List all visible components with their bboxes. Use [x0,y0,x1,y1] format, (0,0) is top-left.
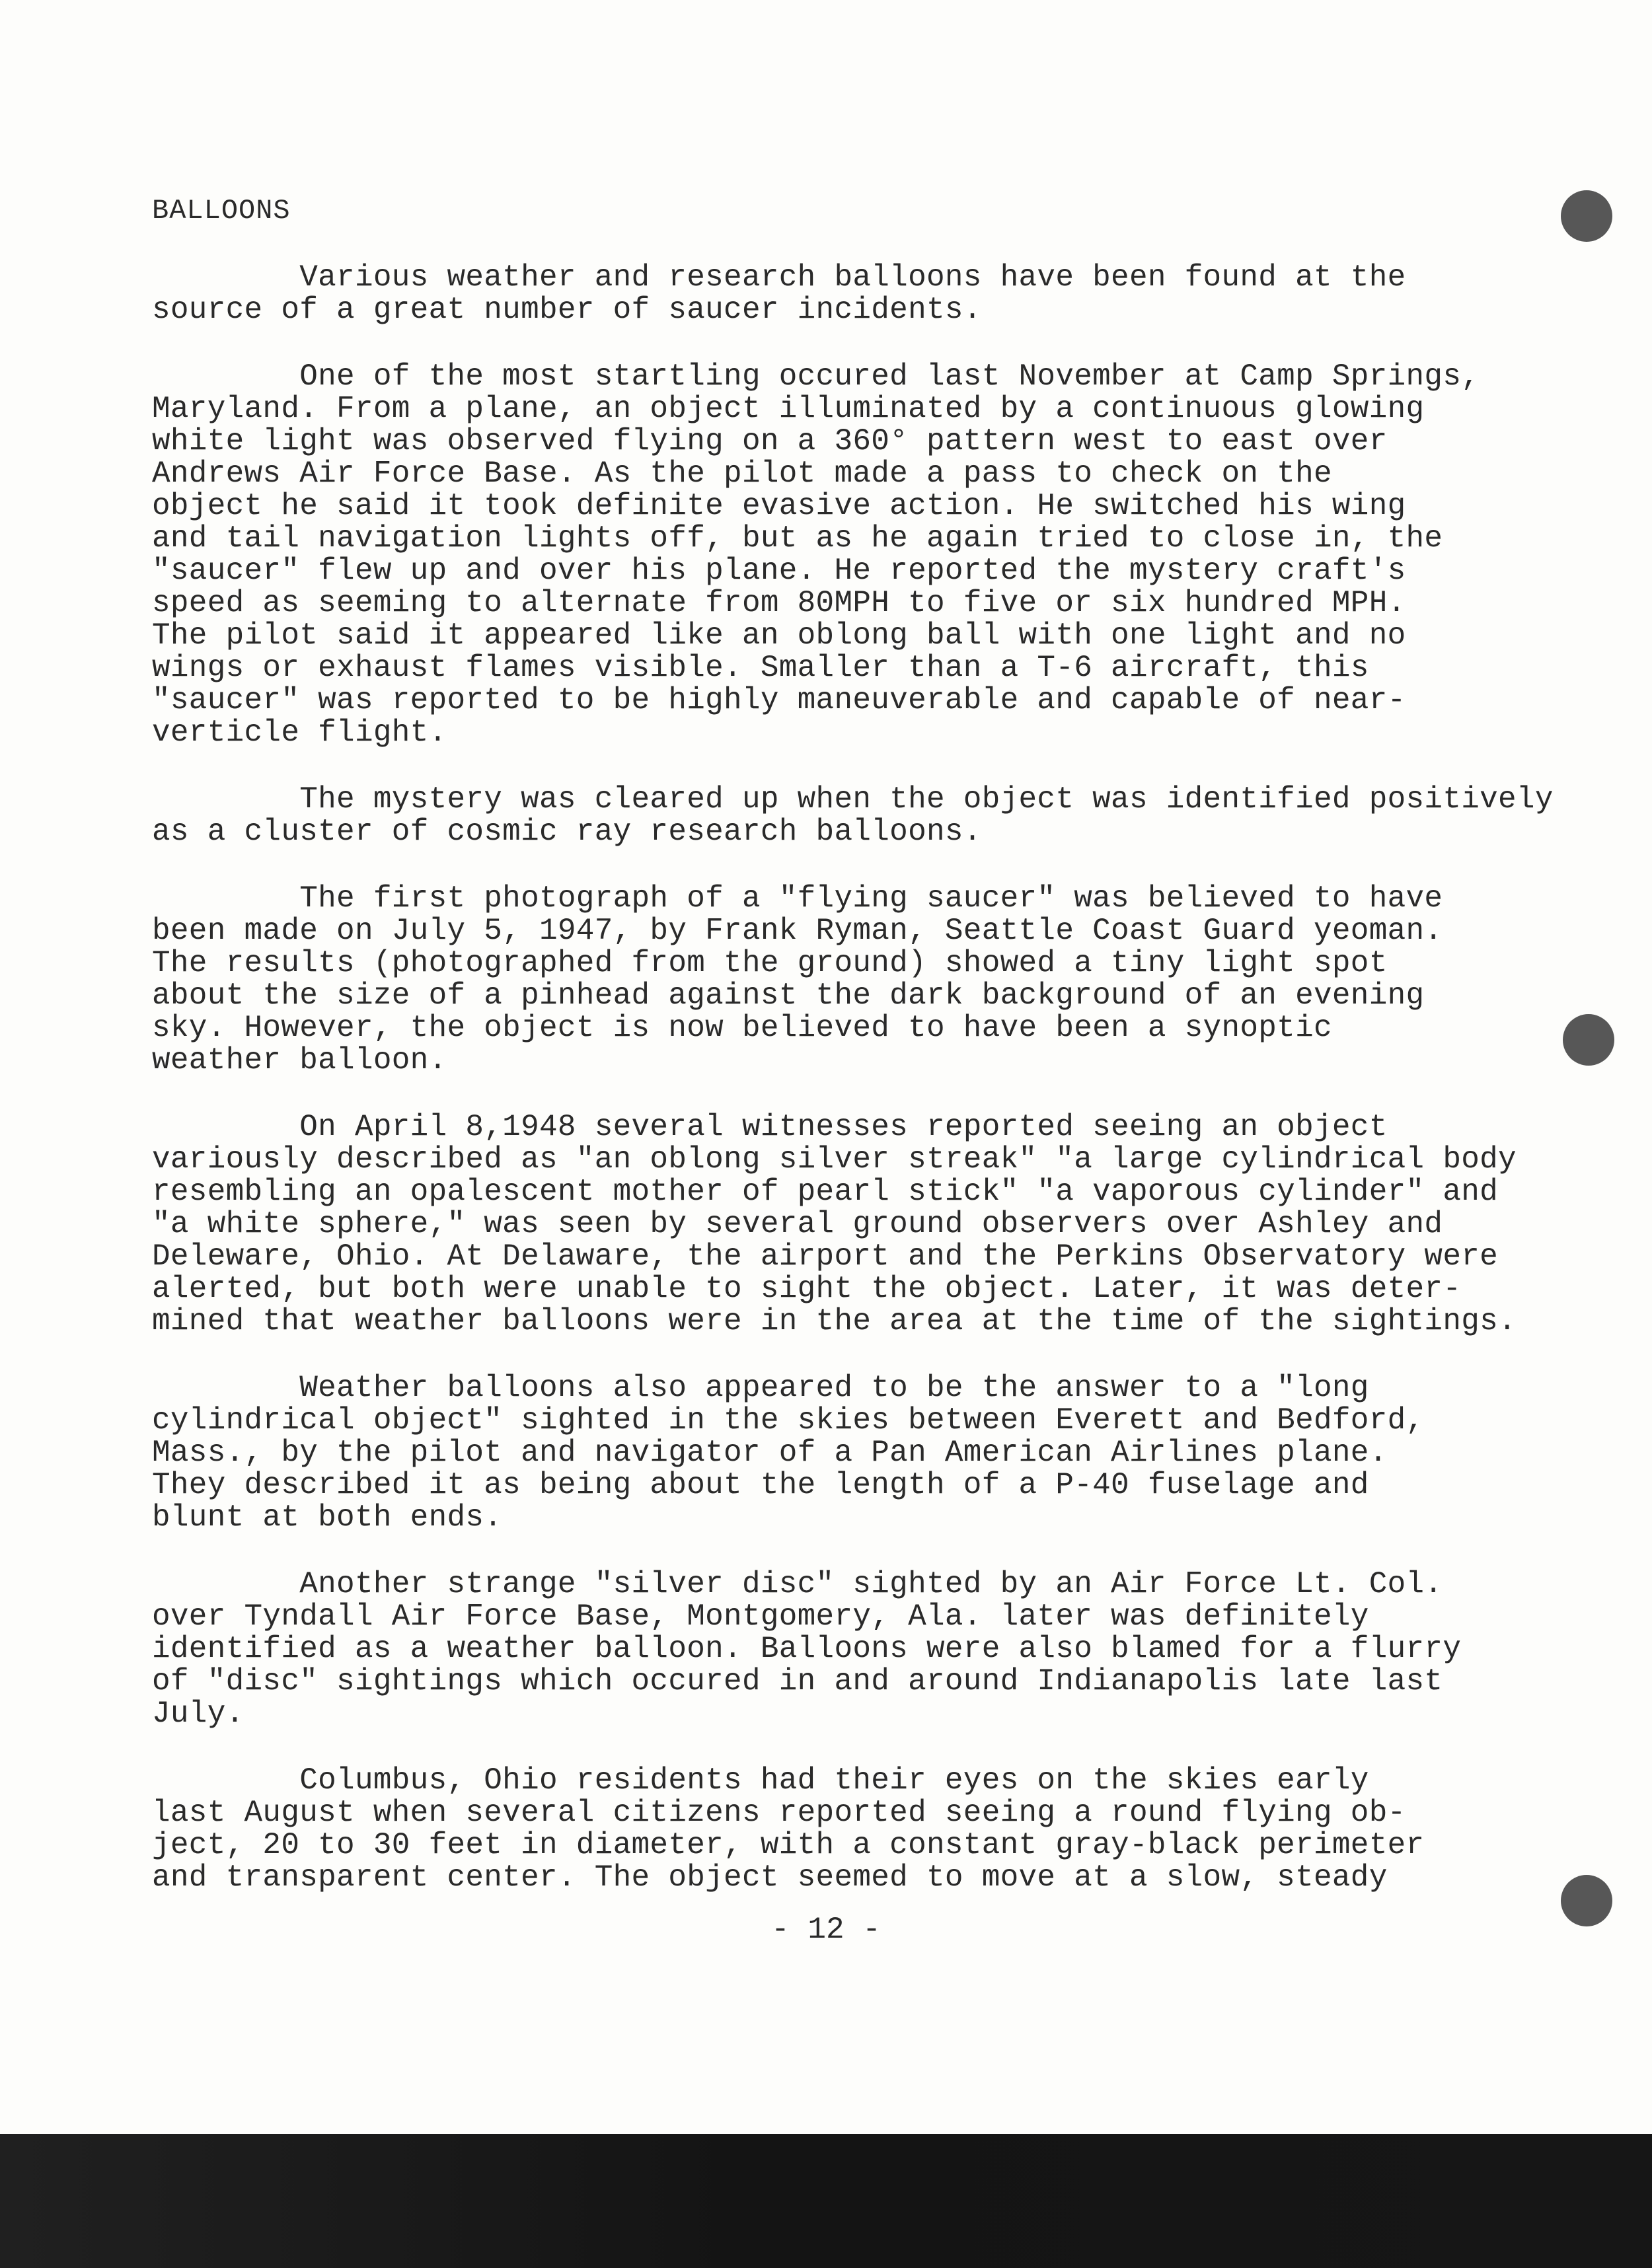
section-heading: BALLOONS [152,195,291,227]
paragraph-camp-springs: One of the most startling occured last November at Camp Springs, Maryland. From a plane, an object illuminated by a continuous glowing white light was observed flying on a 360° pattern west to east over Andrews Air Force Base. As the pilot made a pass to check on the object he said it took definite evasive action. He switched his wing and tail navigation lights off, but as he again tried to close in, the "saucer" flew up and over his plane. He reported the mystery craft's speed as seeming to alternate from 80MPH to five or six hundred MPH. The pilot said it appeared like an oblong ball with one light and no wings or exhaust flames visible. Smaller than a T-6 aircraft, this "saucer" was reported to be highly maneuverable and capable of near- verticle flight. [152,359,1480,750]
punch-hole-middle [1563,1014,1614,1066]
paragraph-intro: Various weather and research balloons have been found at the source of a great number of saucer incidents. [152,260,1406,327]
paragraph-april-1948: On April 8,1948 several witnesses reported seeing an object variously described as "an oblong silver streak" "a large cylindrical body resembling an opalescent mother of pearl stick" "a vaporous cylinder" and "a white sphere," was seen by several ground observers over Ashley and Deleware, Ohio. At Delaware, the airport and the Perkins Observatory were alerted, but both were unable to sight the object. Later, it was deter- mined that weather balloons were in the area at the time of the sightings. [152,1110,1517,1338]
paragraph-first-photograph: The first photograph of a "flying saucer" was believed to have been made on July 5, 1947, by Frank Ryman, Seattle Coast Guard yeoman. The results (photographed from the ground) showed a tiny light spot about the size of a pinhead against the dark background of an evening sky. However, the object is now believed to have been a synoptic weather balloon. [152,881,1443,1078]
punch-hole-top [1561,190,1612,242]
paragraph-columbus: Columbus, Ohio residents had their eyes on the skies early last August when several citizens reported seeing a round flying ob- ject, 20 to 30 feet in diameter, with a constant gray-black perimeter and transparent center. The object seemed to move at a slow, steady [152,1763,1425,1895]
paragraph-silver-disc: Another strange "silver disc" sighted by an Air Force Lt. Col. over Tyndall Air Force Base, Montgomery, Ala. later was definitely identified as a weather balloon. Balloons were also blamed for a flurry of "disc" sightings which occured in and around Indianapolis late last July. [152,1567,1462,1731]
paragraph-mystery-cleared: The mystery was cleared up when the object was identified positively as a cluster of cosmic ray research balloons. [152,782,1554,849]
page-number: - 12 - [771,1913,881,1947]
punch-hole-bottom [1561,1875,1612,1926]
paragraph-weather-balloons: Weather balloons also appeared to be the answer to a "long cylindrical object" sighted in the skies between Everett and Bedford, Mass., by the pilot and navigator of a Pan American Airlines plane. They described it as being about the length of a P-40 fuselage and blunt at both ends. [152,1371,1425,1535]
scan-bottom-edge [0,2134,1652,2268]
document-body [152,195,1632,1928]
